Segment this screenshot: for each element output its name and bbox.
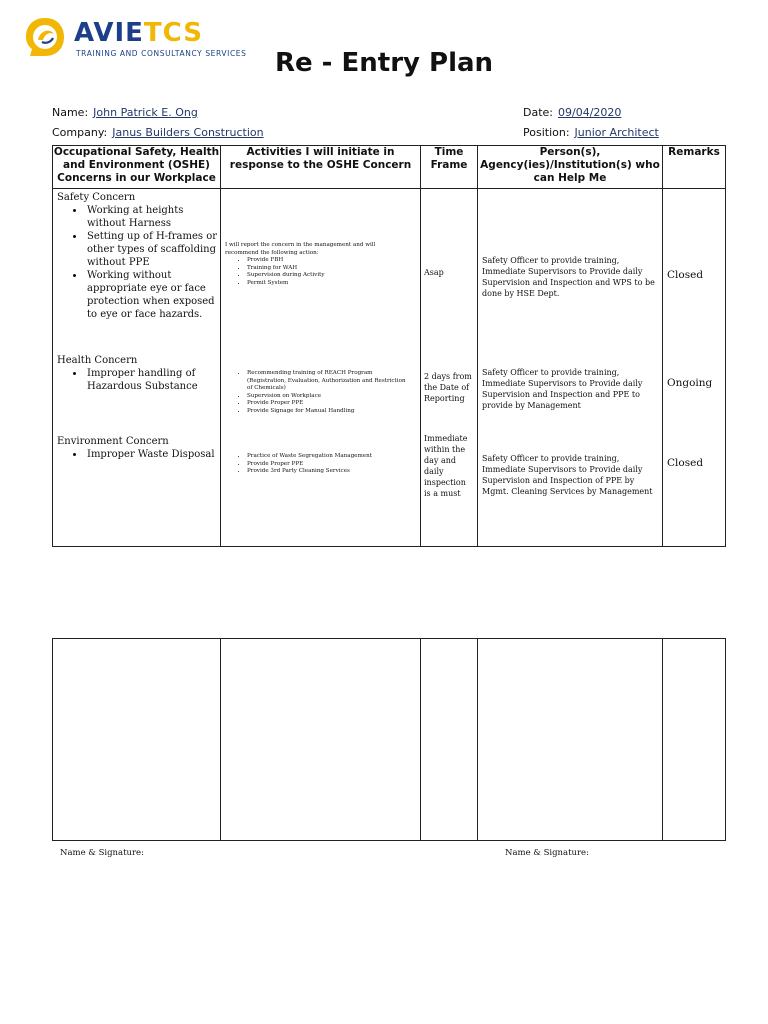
- health-concern: [53, 352, 221, 393]
- page-title: Re - Entry Plan: [274, 48, 494, 78]
- health-time-frame: 2 days from the Date of Reporting: [424, 372, 472, 403]
- health-persons: Safety Officer to provide training, Immediate Supervisors to Provide daily Supervision and Inspection and PPE to provide by Management: [482, 368, 643, 410]
- date-value: 09/04/2020: [558, 106, 622, 119]
- blank-cell[interactable]: [421, 639, 478, 841]
- remarks-cell: [663, 189, 726, 547]
- position-field: [523, 126, 659, 139]
- activities-cell: [221, 189, 421, 547]
- list-item: • Practice of Waste Segregation Management: [247, 453, 407, 461]
- concerns-cell: [53, 189, 221, 547]
- position-label: Position:: [523, 126, 570, 139]
- header-persons: Person(s), Agency(ies)/Institution(s) who can Help Me: [478, 146, 663, 189]
- name-value: John Patrick E. Ong: [93, 106, 198, 119]
- safety-persons: Safety Officer to provide training, Immediate Supervisors to Provide daily Supervision and Inspection and WPS to be done by HSE Dept.: [482, 256, 655, 298]
- table-row: [53, 189, 726, 547]
- health-remark: Ongoing: [667, 377, 713, 389]
- safety-concern-title: Safety Concern: [57, 192, 136, 203]
- activities-intro: I will report the concern in the management and will recommend the following action:: [225, 242, 376, 256]
- environment-activities: [225, 453, 407, 476]
- table-row: [53, 639, 726, 841]
- company-field: [52, 126, 264, 139]
- list-item: • Recommending training of REACH Program (Registration, Evaluation, Authorization and Restriction of Chemicals): [247, 370, 407, 393]
- name-field: [52, 106, 198, 119]
- header-remarks: Remarks: [663, 146, 726, 189]
- persons-cell: [478, 189, 663, 547]
- environment-concern-title: Environment Concern: [57, 436, 169, 447]
- blank-cell[interactable]: [478, 639, 663, 841]
- list-item: • Provide Proper PPE: [247, 400, 407, 408]
- blank-cell[interactable]: [663, 639, 726, 841]
- list-item: • Provide Signage for Manual Handling: [247, 408, 407, 416]
- health-concern-title: Health Concern: [57, 355, 138, 366]
- list-item: • Improper Waste Disposal: [85, 448, 217, 461]
- logo-name: [74, 20, 203, 46]
- environment-concern: [53, 433, 221, 461]
- list-item: • Provide Proper PPE: [247, 461, 407, 469]
- safety-concern: [53, 189, 221, 321]
- blank-cell[interactable]: [221, 639, 421, 841]
- blank-table: [52, 638, 726, 841]
- position-value: Junior Architect: [574, 126, 659, 139]
- list-item: • Permit System: [247, 280, 397, 288]
- environment-remark: Closed: [667, 457, 704, 469]
- safety-remark: Closed: [667, 269, 704, 281]
- header-activities: Activities I will initiate in response to the OSHE Concern: [221, 146, 421, 189]
- list-item: • Working at heights without Harness: [85, 204, 217, 230]
- list-item: • Supervision on Workplace: [247, 393, 407, 401]
- date-label: Date:: [523, 106, 553, 119]
- table-header-row: [53, 146, 726, 189]
- blank-cell[interactable]: [53, 639, 221, 841]
- signature-label-right: Name & Signature:: [505, 848, 589, 858]
- safety-time-frame: Asap: [424, 268, 444, 277]
- oshe-table: [52, 145, 726, 547]
- date-field: [523, 106, 621, 119]
- safety-activities: [225, 242, 397, 288]
- list-item: • Setting up of H-frames or other types of scaffolding without PPE: [85, 230, 217, 269]
- list-item: • Supervision during Activity: [247, 272, 397, 280]
- name-label: Name:: [52, 106, 89, 119]
- logo-name-part2: TCS: [143, 18, 203, 48]
- list-item: • Provide 3rd Party Cleaning Services: [247, 468, 407, 476]
- logo-tagline: TRAINING AND CONSULTANCY SERVICES: [76, 49, 247, 58]
- list-item: • Improper handling of Hazardous Substance: [85, 367, 217, 393]
- header-time-frame: Time Frame: [421, 146, 478, 189]
- time-frame-cell: [421, 189, 478, 547]
- signature-label-left: Name & Signature:: [60, 848, 144, 858]
- environment-persons: Safety Officer to provide training, Immediate Supervisors to Provide daily Supervision and Inspection of PPE by Mgmt. Cleaning Services by Management: [482, 454, 653, 496]
- health-activities: [225, 370, 407, 416]
- company-label: Company:: [52, 126, 108, 139]
- list-item: • Provide FBH: [247, 257, 397, 265]
- company-value: Janus Builders Construction: [112, 126, 264, 139]
- logo-name-part1: AVIE: [74, 18, 144, 48]
- header-concerns: Occupational Safety, Health and Environment (OSHE) Concerns in our Workplace: [53, 146, 221, 189]
- list-item: • Working without appropriate eye or face protection when exposed to eye or face hazards.: [85, 269, 217, 321]
- list-item: • Training for WAH: [247, 265, 397, 273]
- environment-time-frame: Immediate within the day and daily inspection is a must: [424, 434, 468, 498]
